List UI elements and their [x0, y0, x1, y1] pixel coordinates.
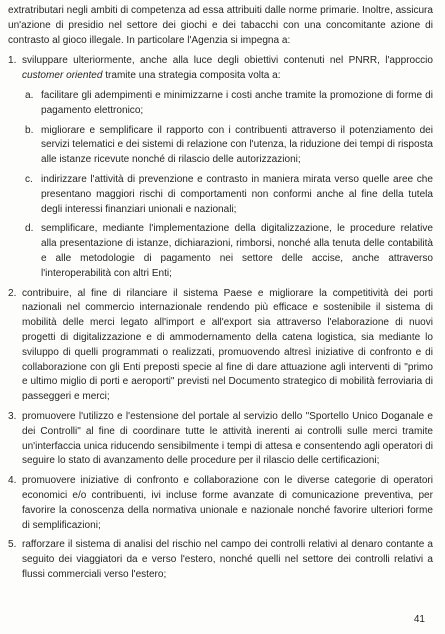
- item-number: 1.: [8, 55, 17, 67]
- sub-item-letter: a.: [25, 89, 34, 101]
- item-number: 3.: [8, 410, 17, 422]
- sub-item-a: [22, 89, 433, 119]
- item-number: 5.: [8, 539, 17, 551]
- sub-item-text: indirizzare l'attività di prevenzione e contrasto in maniera mirata verso quelle aree che presentano maggiori rischi di comportamenti non conformi anche al fine della tutela degli interessi finanziari unionali e nazionali;: [41, 173, 433, 215]
- list-item-3: [8, 410, 433, 469]
- sub-item-letter: d.: [25, 223, 34, 235]
- list-item-5: [8, 538, 433, 582]
- list-item-4: [8, 474, 433, 533]
- list-item-2: [8, 287, 433, 405]
- item-text-italic: customer oriented: [22, 70, 103, 82]
- sub-item-c: [22, 173, 433, 217]
- sub-item-b: [22, 124, 433, 168]
- sub-item-letter: b.: [25, 124, 34, 136]
- item-number: 2.: [8, 287, 17, 299]
- sub-item-text: facilitare gli adempimenti e minimizzarne i costi anche tramite la promozione di forme di pagamento elettronico;: [41, 89, 433, 116]
- sub-item-text: migliorare e semplificare il rapporto con i contribuenti attraverso il potenziamento dei servizi telematici e dei sistemi di relazione con l'utenza, la riduzione dei tempi di risposta alle istanze ricevute nonché di rilascio delle autorizzazioni;: [41, 124, 433, 166]
- item-text: promuovere l'utilizzo e l'estensione del portale al servizio dello "Sportello Unico Doganale e dei Controlli" al fine di coordinare tutte le attività inerenti ai controlli sulle merci tramite un'interfaccia unica riducendo sensibilmente i tempi di attesa e consentendo agli operatori di seguire lo stato di avanzamento delle procedure per il rilascio delle certificazioni;: [22, 410, 433, 467]
- item-number: 4.: [8, 475, 17, 487]
- intro-paragraph: extratributari negli ambiti di competenza ad essa attribuiti dalle norme primarie. Inoltre, assicura un'azione di presidio nel settore dei giochi e dei tabacchi con una concomitante azione di contrasto al gioco illegale. In particolare l'Agenzia si impegna a:: [8, 5, 433, 46]
- item-text: contribuire, al fine di rilanciare il sistema Paese e migliorare la competitività dei porti nazionali nel commercio internazionale rendendo più efficace e sostenibile il sistema di mobilità delle merci legato all'import e all'export sia attraverso l'elaborazione di nuovi progetti di digitalizzazione e di ammodernamento della catena logistica, sia mediante lo sviluppo di quelli programmati o realizzati, promuovendo altresì iniziative di confronto e di collaborazione con gli Enti preposti specie al fine di dare attuazione agli interventi di "primo e ultimo miglio di porti e aeroporti" previsti nel Documento strategico di mobilità ferroviaria di passeggeri e merci;: [22, 287, 433, 403]
- sub-item-letter: c.: [25, 173, 33, 185]
- page-number: 41: [413, 614, 425, 626]
- sub-list: [22, 89, 433, 282]
- list-item-1: [8, 54, 433, 281]
- sub-item-d: [22, 222, 433, 281]
- objectives-list: [8, 54, 433, 582]
- sub-item-text: semplificare, mediante l'implementazione della digitalizzazione, le procedure relative alla presentazione di istanze, dichiarazioni, rimborsi, nonché alla tenuta delle contabilità e alle metodologie di pagamento nei settore delle accise, anche attraverso l'interoperabilità con altri Enti;: [41, 223, 433, 279]
- item-text: tramite una strategia composita volta a:: [102, 70, 281, 82]
- item-text: promuovere iniziative di confronto e collaborazione con le diverse categorie di operatori economici e/o contribuenti, ivi incluse forme avanzate di comunicazione preventiva, per favorire la conoscenza della normativa unionale e nazionale nonché favorire ulteriori forme di semplificazioni;: [22, 475, 433, 531]
- item-text: rafforzare il sistema di analisi del rischio nel campo dei controlli relativi al denaro contante a seguito dei viaggiatori da e verso l'estero, nonché quelli nel settore dei controlli relativi a flussi commerciali verso l'estero;: [22, 539, 433, 580]
- item-text: sviluppare ulteriormente, anche alla luce degli obiettivi contenuti nel PNRR, l'approccio: [22, 55, 433, 67]
